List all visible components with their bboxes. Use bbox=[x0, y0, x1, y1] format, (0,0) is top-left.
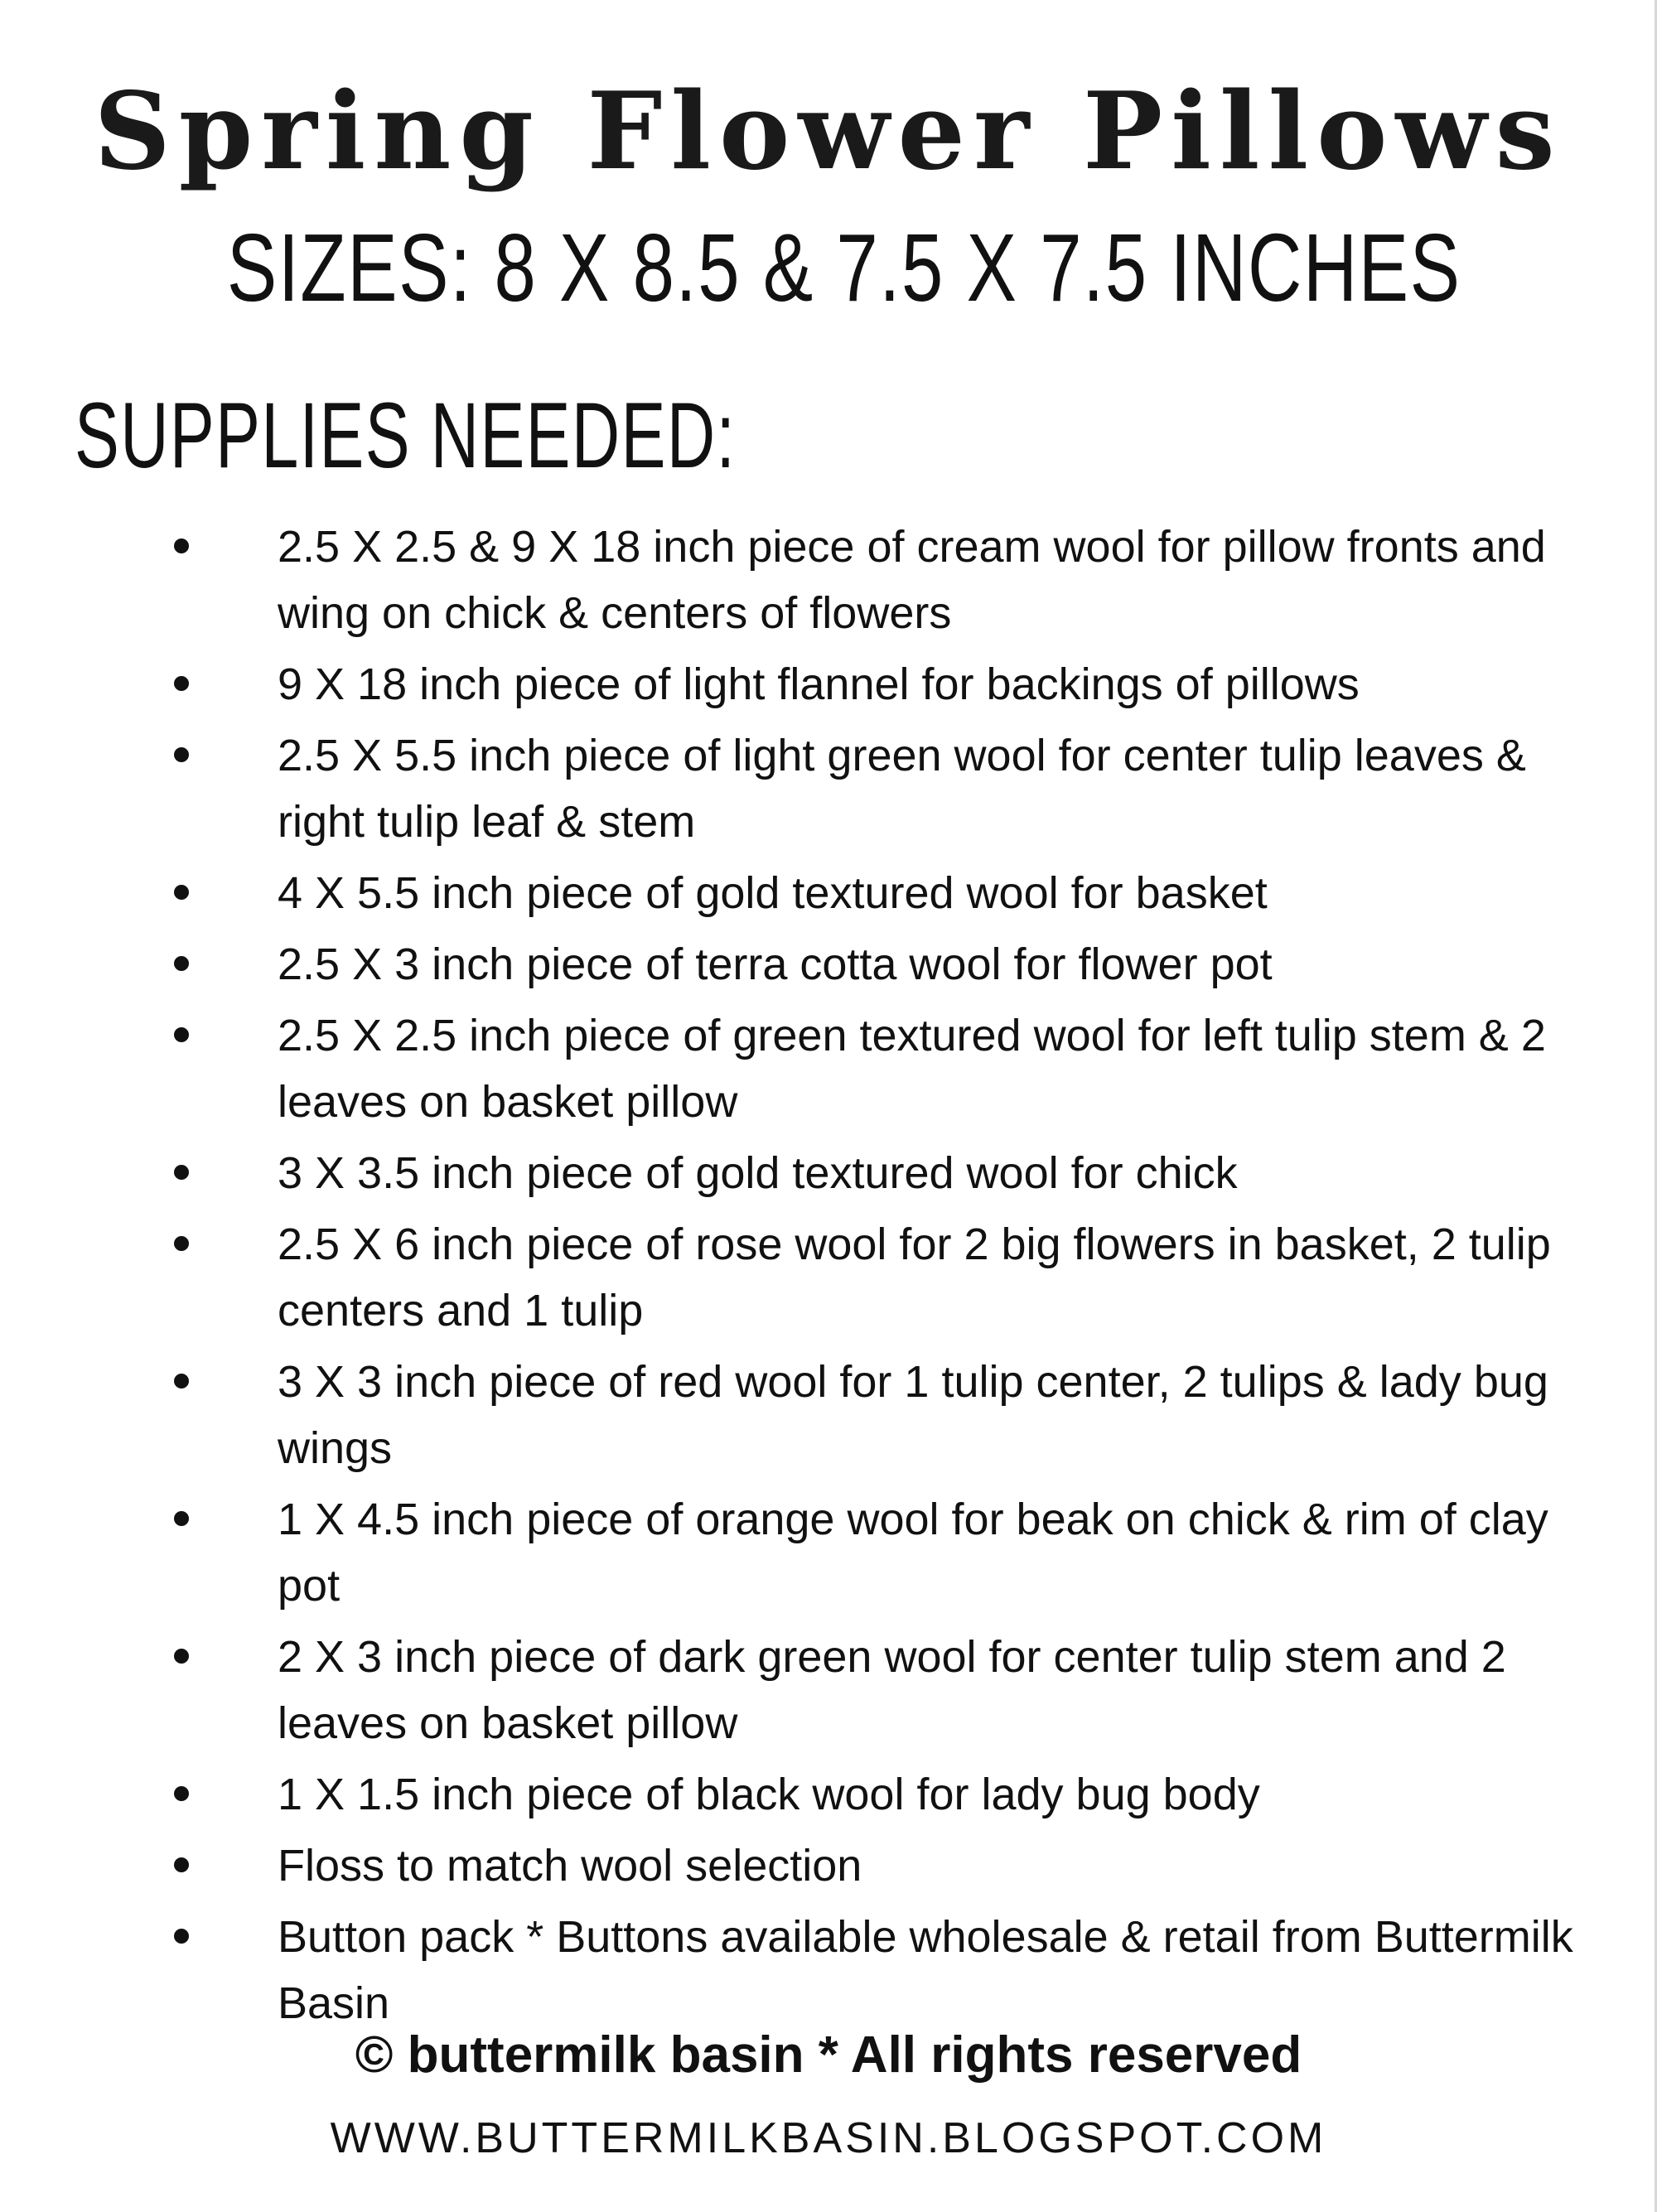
list-item bbox=[166, 514, 1591, 646]
bullet-icon bbox=[174, 1165, 189, 1180]
list-item-text: 3 X 3.5 inch piece of gold textured wool for chick bbox=[278, 1148, 1238, 1198]
list-item-text: 4 X 5.5 inch piece of gold textured wool for basket bbox=[278, 868, 1268, 918]
list-item bbox=[166, 1002, 1591, 1135]
list-item bbox=[166, 651, 1591, 717]
bullet-icon bbox=[174, 1374, 189, 1389]
bullet-icon bbox=[174, 1857, 189, 1872]
bullet-icon bbox=[174, 747, 189, 762]
list-item-text: 2.5 X 6 inch piece of rose wool for 2 big flowers in basket, 2 tulip centers and 1 tulip bbox=[278, 1219, 1551, 1335]
bullet-icon bbox=[174, 1786, 189, 1801]
list-item bbox=[166, 931, 1591, 997]
list-item bbox=[166, 1624, 1591, 1756]
list-item bbox=[166, 860, 1591, 926]
list-item-text: 2.5 X 3 inch piece of terra cotta wool for flower pot bbox=[278, 939, 1273, 989]
list-item-text: 1 X 1.5 inch piece of black wool for lady bug body bbox=[278, 1770, 1260, 1819]
website-url: WWW.BUTTERMILKBASIN.BLOGSPOT.COM bbox=[330, 2117, 1327, 2162]
list-item bbox=[166, 1211, 1591, 1344]
list-item-text: 2.5 X 5.5 inch piece of light green wool for center tulip leaves & right tulip leaf & stem bbox=[278, 731, 1526, 847]
list-item bbox=[166, 1904, 1591, 2036]
list-item-text: 1 X 4.5 inch piece of orange wool for beak on chick & rim of clay pot bbox=[278, 1495, 1548, 1611]
bullet-icon bbox=[174, 1511, 189, 1526]
list-item-text: 2.5 X 2.5 & 9 X 18 inch piece of cream wool for pillow fronts and wing on chick & centers of flowers bbox=[278, 522, 1546, 638]
copyright-notice: © buttermilk basin * All rights reserved bbox=[355, 2026, 1302, 2084]
list-item bbox=[166, 1486, 1591, 1619]
list-item bbox=[166, 1140, 1591, 1206]
bullet-icon bbox=[174, 1236, 189, 1251]
supplies-heading: SUPPLIES NEEDED: bbox=[75, 384, 737, 487]
bullet-icon bbox=[174, 885, 189, 900]
list-item-text: 2.5 X 2.5 inch piece of green textured wool for left tulip stem & 2 leaves on basket pillow bbox=[278, 1011, 1546, 1127]
bullet-icon bbox=[174, 956, 189, 971]
list-item bbox=[166, 1833, 1591, 1899]
list-item-text: 3 X 3 inch piece of red wool for 1 tulip center, 2 tulips & lady bug wings bbox=[278, 1357, 1548, 1473]
bullet-icon bbox=[174, 1649, 189, 1664]
bullet-icon bbox=[174, 1027, 189, 1042]
bullet-icon bbox=[174, 539, 189, 553]
list-item-text: 2 X 3 inch piece of dark green wool for center tulip stem and 2 leaves on basket pillow bbox=[278, 1632, 1506, 1748]
list-item-text: Button pack * Buttons available wholesale & retail from Buttermilk Basin bbox=[278, 1912, 1573, 2028]
page-title: Spring Flower Pillows bbox=[94, 70, 1563, 194]
list-item bbox=[166, 1349, 1591, 1481]
sizes-line: SIZES: 8 X 8.5 & 7.5 X 7.5 INCHES bbox=[226, 214, 1461, 321]
list-item bbox=[166, 1761, 1591, 1828]
bullet-icon bbox=[174, 676, 189, 691]
list-item-text: Floss to match wool selection bbox=[278, 1841, 862, 1891]
supplies-list bbox=[166, 514, 1591, 2041]
list-item bbox=[166, 722, 1591, 855]
bullet-icon bbox=[174, 1929, 189, 1944]
list-item-text: 9 X 18 inch piece of light flannel for backings of pillows bbox=[278, 659, 1360, 709]
